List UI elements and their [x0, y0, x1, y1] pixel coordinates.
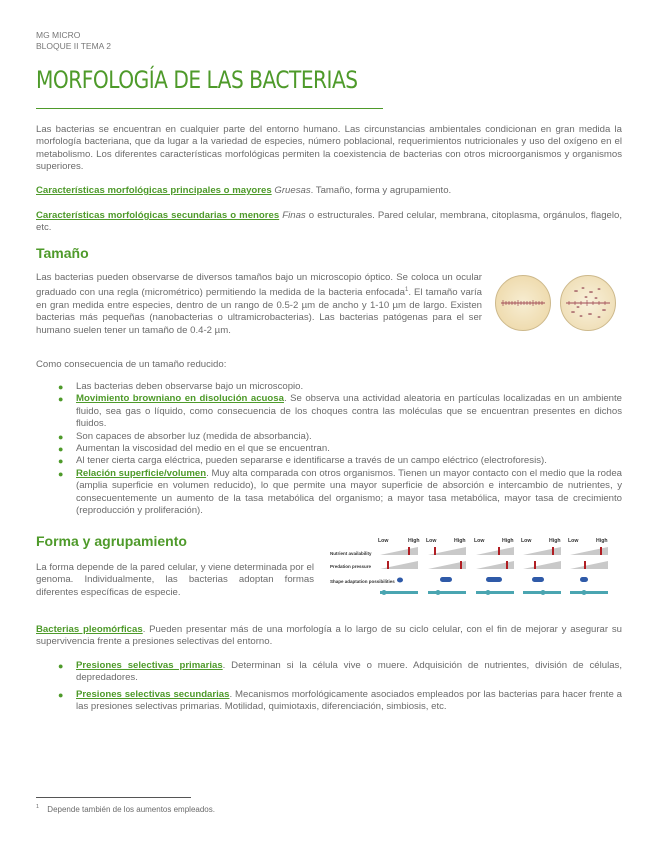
tamano-bullet-list	[36, 381, 622, 517]
principales-link[interactable]: Características morfológicas principales o mayores	[36, 185, 272, 196]
browniano-link[interactable]: Movimiento browniano en disolución acuosa	[76, 393, 284, 405]
high-label: High	[596, 538, 608, 544]
shape-row-label: Shape adaptation possibilities	[330, 579, 395, 584]
tamano-paragraph	[36, 272, 482, 337]
bullet-icon: ●	[58, 689, 64, 700]
footnote-separator	[36, 797, 191, 798]
pleomorficas-link[interactable]: Bacterias pleomórficas	[36, 624, 143, 635]
list-item: ● Movimiento browniano en disolución acuosa. Se observa una actividad aleatoria en partículas localizadas en un ambiente fluido, sea gas o líquido, como consecuencia de los choques contra las moléculas que se encuentran presentes en dichos fluidos.	[58, 393, 623, 430]
presiones-primarias-link[interactable]: Presiones selectivas primarias	[76, 660, 223, 671]
high-label: High	[502, 538, 514, 544]
secundarias-italic: Finas	[282, 210, 306, 221]
micrometer-scale-icon	[496, 276, 550, 330]
principales-italic: Gruesas	[274, 185, 311, 196]
footnote-ref[interactable]: 1	[404, 287, 409, 294]
low-label: Low	[521, 538, 532, 544]
presiones-bullet-list	[36, 660, 622, 714]
principales-rest: . Tamaño, forma y agrupamiento.	[310, 185, 452, 196]
list-item: ● Relación superficie/volumen. Muy alta comparada con otros organismos. Tienen un mayor contacto con el medio que la rodea (amplia superficie en volumen reducido), lo que permite una mayor superficie de absorción e intercambio de nutrientes, y consecuentemente un aumento de la tasa metabólica del organismo; a mayor tasa metabólica, mayor tasa de crecimiento (reproducción y proliferación).	[58, 467, 622, 517]
low-label: Low	[474, 538, 485, 544]
selective-pressure-diagram	[330, 535, 620, 607]
list-item: ● Son capaces de absorber luz (medida de absorbancia).	[58, 430, 312, 442]
bullet-icon: ●	[58, 382, 64, 392]
list-item: ● Aumentan la viscosidad del medio en el que se encuentran.	[58, 443, 330, 455]
high-label: High	[408, 538, 420, 544]
list-item: ● Presiones selectivas primarias. Determinan si la célula vive o muere. Adquisición de nutrientes, división de células, depredadores.	[58, 660, 622, 684]
superficie-volumen-link[interactable]: Relación superficie/volumen	[76, 467, 207, 479]
bacteria-cells-icon	[561, 276, 615, 330]
tamano-text-b: . El tamaño varía en gran medida entre especies, dentro de un rango de 0.5-2 µm de ancho y 1-10 µm de largo. Existen bacterias más pequeñas (nanobacterias o ultramicrobacterias). Las bacterias patógenas para el ser humano suelen tener un tamaño de 0.4-2 µm.	[36, 287, 482, 336]
low-label: Low	[568, 538, 579, 544]
tamano-heading: Tamaño	[36, 245, 89, 261]
consequence-line: Como consecuencia de un tamaño reducido:	[36, 359, 227, 370]
bullet-icon: ●	[58, 468, 64, 479]
document-header	[36, 30, 111, 52]
petri-dish-bacteria-image	[560, 275, 616, 331]
secundarias-link[interactable]: Características morfológicas secundarias o menores	[36, 210, 280, 221]
footnote-number: 1	[36, 804, 40, 810]
predation-row-label: Predation pressure	[330, 564, 372, 569]
page-title: MORFOLOGÍA DE LAS BACTERIAS	[36, 66, 358, 94]
forma-paragraph: La forma depende de la pared celular, y viene determinada por el genoma. Individualmente, las bacterias adoptan formas diferentes específicas de especie.	[36, 562, 314, 598]
petri-dish-ruler-image	[495, 275, 551, 331]
high-label: High	[454, 538, 466, 544]
bullet-icon: ●	[58, 661, 64, 671]
high-label: High	[549, 538, 561, 544]
footnote	[36, 804, 215, 814]
bullet-icon: ●	[58, 431, 64, 442]
list-item: ● Al tener cierta carga eléctrica, pueden separarse e identificarse a través de un campo eléctrico (electroforesis).	[58, 455, 547, 467]
nutrient-row-label: Nutrient availability	[330, 551, 372, 556]
header-course: MG MICRO	[36, 30, 81, 40]
low-label: Low	[378, 538, 389, 544]
presiones-secundarias-link[interactable]: Presiones selectivas secundarias	[76, 688, 230, 700]
principales-paragraph	[36, 185, 622, 197]
list-item: ● Presiones selectivas secundarias. Mecanismos morfológicamente asociados empleados por las bacterias para hacer frente a las presiones selectivas primarias. Motilidad, quimiotaxis, diferenciación, simbiosis, etc.	[58, 688, 622, 713]
predation-wedges	[380, 561, 608, 569]
footnote-text: Depende también de los aumentos empleados.	[47, 804, 215, 814]
header-block: BLOQUE II TEMA 2	[36, 41, 111, 51]
pleomorficas-paragraph: Bacterias pleomórficas. Pueden presentar más de una morfología a lo largo de su ciclo celular, con el fin de mejorar y asegurar su supervivencia frente a presiones selectivas del entorno.	[36, 624, 623, 648]
bullet-icon: ●	[58, 444, 64, 455]
adaptation-range-bars	[380, 590, 608, 595]
secundarias-rest: o estructurales. Pared celular, membrana, citoplasma, orgánulos, flagelo, etc.	[36, 210, 622, 234]
secundarias-paragraph	[36, 210, 622, 235]
low-label: Low	[426, 538, 437, 544]
forma-heading: Forma y agrupamiento	[36, 533, 187, 549]
title-underline	[36, 108, 383, 109]
intro-paragraph: Las bacterias se encuentran en cualquier parte del entorno humano. Las circunstancias ambientales condicionan en gran medida la morfología bacteriana, que da lugar a la variedad de especies, número poblacional, requerimientos nutricionales y uso del oxígeno en el metabolismo. Los diferentes características morfológicas permiten la coexistencia de bacterias con otros microorganismos y organismos superiores.	[36, 124, 622, 173]
bullet-icon: ●	[58, 456, 64, 467]
tamano-text-a: Las bacterias pueden observarse de diversos tamaños bajo un microscopio óptico. Se coloca un ocular graduado con una regla (micrométrico) permitiendo la medida de la bacteria enfocada	[36, 272, 482, 299]
bacteria-shape-icons	[397, 577, 588, 583]
bullet-icon: ●	[58, 394, 64, 405]
list-item: ● Las bacterias deben observarse bajo un microscopio.	[58, 381, 304, 392]
nutrient-wedges	[380, 547, 608, 555]
